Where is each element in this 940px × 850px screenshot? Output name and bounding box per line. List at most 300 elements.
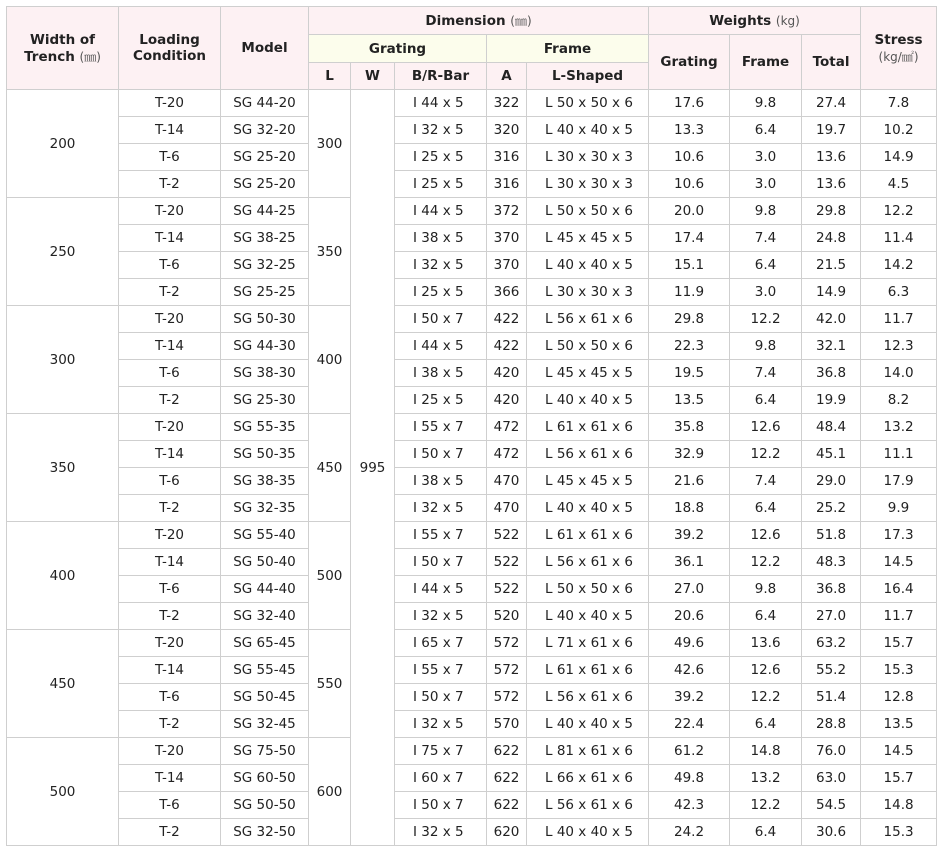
cell-frame-A: 470 [487, 468, 527, 495]
header-weight-total: Total [802, 35, 861, 90]
cell-frame-A: 572 [487, 657, 527, 684]
cell-weight-frame: 6.4 [730, 252, 802, 279]
cell-stress: 11.7 [861, 603, 937, 630]
cell-length-L: 450 [309, 414, 351, 522]
cell-model: SG 50-40 [221, 549, 309, 576]
cell-model: SG 44-40 [221, 576, 309, 603]
cell-frame-A: 422 [487, 306, 527, 333]
cell-weight-total: 36.8 [802, 360, 861, 387]
cell-br-bar: I 55 x 7 [395, 414, 487, 441]
cell-br-bar: I 75 x 7 [395, 738, 487, 765]
cell-stress: 7.8 [861, 90, 937, 117]
cell-l-shaped: L 56 x 61 x 6 [527, 441, 649, 468]
cell-loading-condition: T-2 [119, 819, 221, 846]
cell-weight-frame: 3.0 [730, 144, 802, 171]
cell-loading-condition: T-14 [119, 657, 221, 684]
cell-stress: 13.2 [861, 414, 937, 441]
cell-width-of-trench: 450 [7, 630, 119, 738]
cell-l-shaped: L 30 x 30 x 3 [527, 171, 649, 198]
cell-width-of-trench: 400 [7, 522, 119, 630]
cell-model: SG 55-45 [221, 657, 309, 684]
cell-weight-grating: 36.1 [649, 549, 730, 576]
cell-weight-grating: 39.2 [649, 522, 730, 549]
table-row [7, 333, 937, 360]
cell-weight-total: 27.0 [802, 603, 861, 630]
cell-weight-frame: 12.2 [730, 792, 802, 819]
cell-loading-condition: T-20 [119, 414, 221, 441]
cell-weight-total: 51.8 [802, 522, 861, 549]
cell-weight-frame: 6.4 [730, 819, 802, 846]
header-dimension-grating: Grating [309, 35, 487, 63]
cell-l-shaped: L 40 x 40 x 5 [527, 495, 649, 522]
cell-frame-A: 316 [487, 171, 527, 198]
cell-weight-grating: 17.4 [649, 225, 730, 252]
cell-l-shaped: L 61 x 61 x 6 [527, 657, 649, 684]
cell-br-bar: I 55 x 7 [395, 522, 487, 549]
header-dimension: Dimension (㎜) [309, 7, 649, 35]
cell-model: SG 25-20 [221, 171, 309, 198]
cell-weight-frame: 6.4 [730, 711, 802, 738]
cell-stress: 11.7 [861, 306, 937, 333]
cell-model: SG 38-35 [221, 468, 309, 495]
table-row [7, 468, 937, 495]
header-model: Model [221, 7, 309, 90]
cell-stress: 15.3 [861, 657, 937, 684]
cell-frame-A: 622 [487, 738, 527, 765]
cell-model: SG 50-45 [221, 684, 309, 711]
cell-frame-A: 320 [487, 117, 527, 144]
cell-l-shaped: L 40 x 40 x 5 [527, 252, 649, 279]
cell-weight-total: 13.6 [802, 171, 861, 198]
cell-br-bar: I 50 x 7 [395, 306, 487, 333]
spec-table-container [6, 6, 936, 846]
cell-stress: 14.5 [861, 549, 937, 576]
table-row [7, 576, 937, 603]
cell-weight-total: 32.1 [802, 333, 861, 360]
cell-loading-condition: T-2 [119, 495, 221, 522]
cell-l-shaped: L 45 x 45 x 5 [527, 360, 649, 387]
cell-stress: 10.2 [861, 117, 937, 144]
cell-model: SG 32-40 [221, 603, 309, 630]
cell-length-L: 600 [309, 738, 351, 846]
cell-model: SG 44-20 [221, 90, 309, 117]
cell-weight-total: 42.0 [802, 306, 861, 333]
cell-l-shaped: L 61 x 61 x 6 [527, 414, 649, 441]
cell-br-bar: I 38 x 5 [395, 225, 487, 252]
cell-loading-condition: T-20 [119, 630, 221, 657]
cell-weight-total: 48.4 [802, 414, 861, 441]
cell-width-W: 995 [351, 90, 395, 846]
header-br-bar: B/R-Bar [395, 63, 487, 90]
cell-model: SG 50-50 [221, 792, 309, 819]
cell-br-bar: I 65 x 7 [395, 630, 487, 657]
cell-frame-A: 470 [487, 495, 527, 522]
cell-weight-total: 19.7 [802, 117, 861, 144]
cell-frame-A: 522 [487, 522, 527, 549]
cell-l-shaped: L 56 x 61 x 6 [527, 306, 649, 333]
table-row [7, 495, 937, 522]
cell-stress: 13.5 [861, 711, 937, 738]
cell-l-shaped: L 40 x 40 x 5 [527, 711, 649, 738]
cell-stress: 12.2 [861, 198, 937, 225]
cell-weight-total: 13.6 [802, 144, 861, 171]
cell-frame-A: 370 [487, 225, 527, 252]
cell-stress: 14.5 [861, 738, 937, 765]
cell-weight-total: 28.8 [802, 711, 861, 738]
cell-stress: 9.9 [861, 495, 937, 522]
cell-weight-frame: 9.8 [730, 333, 802, 360]
cell-length-L: 500 [309, 522, 351, 630]
cell-weight-total: 55.2 [802, 657, 861, 684]
cell-br-bar: I 32 x 5 [395, 495, 487, 522]
cell-weight-grating: 11.9 [649, 279, 730, 306]
table-row [7, 90, 937, 117]
cell-frame-A: 522 [487, 576, 527, 603]
cell-length-L: 400 [309, 306, 351, 414]
header-l-shaped: L-Shaped [527, 63, 649, 90]
table-row [7, 225, 937, 252]
cell-weight-total: 29.8 [802, 198, 861, 225]
cell-stress: 12.8 [861, 684, 937, 711]
cell-width-of-trench: 350 [7, 414, 119, 522]
cell-br-bar: I 32 x 5 [395, 819, 487, 846]
cell-br-bar: I 25 x 5 [395, 387, 487, 414]
cell-weight-grating: 42.6 [649, 657, 730, 684]
table-row [7, 306, 937, 333]
cell-l-shaped: L 50 x 50 x 6 [527, 90, 649, 117]
cell-loading-condition: T-20 [119, 738, 221, 765]
cell-weight-grating: 17.6 [649, 90, 730, 117]
cell-weight-grating: 42.3 [649, 792, 730, 819]
cell-model: SG 65-45 [221, 630, 309, 657]
cell-l-shaped: L 40 x 40 x 5 [527, 117, 649, 144]
cell-loading-condition: T-6 [119, 684, 221, 711]
cell-l-shaped: L 40 x 40 x 5 [527, 603, 649, 630]
cell-frame-A: 520 [487, 603, 527, 630]
cell-weight-frame: 13.2 [730, 765, 802, 792]
cell-weight-total: 63.2 [802, 630, 861, 657]
cell-br-bar: I 32 x 5 [395, 252, 487, 279]
cell-br-bar: I 25 x 5 [395, 144, 487, 171]
table-row [7, 522, 937, 549]
table-row [7, 819, 937, 846]
cell-model: SG 50-35 [221, 441, 309, 468]
cell-stress: 11.1 [861, 441, 937, 468]
cell-width-of-trench: 500 [7, 738, 119, 846]
cell-weight-frame: 12.2 [730, 306, 802, 333]
cell-l-shaped: L 40 x 40 x 5 [527, 819, 649, 846]
cell-l-shaped: L 71 x 61 x 6 [527, 630, 649, 657]
cell-weight-grating: 22.4 [649, 711, 730, 738]
cell-weight-frame: 6.4 [730, 387, 802, 414]
cell-weight-total: 48.3 [802, 549, 861, 576]
cell-length-L: 300 [309, 90, 351, 198]
cell-loading-condition: T-14 [119, 333, 221, 360]
cell-model: SG 25-20 [221, 144, 309, 171]
cell-model: SG 44-25 [221, 198, 309, 225]
cell-br-bar: I 32 x 5 [395, 603, 487, 630]
header-L: L [309, 63, 351, 90]
cell-weight-grating: 27.0 [649, 576, 730, 603]
cell-weight-frame: 3.0 [730, 279, 802, 306]
cell-weight-grating: 10.6 [649, 171, 730, 198]
cell-model: SG 55-40 [221, 522, 309, 549]
table-row [7, 603, 937, 630]
cell-stress: 8.2 [861, 387, 937, 414]
cell-br-bar: I 38 x 5 [395, 360, 487, 387]
cell-loading-condition: T-6 [119, 360, 221, 387]
cell-model: SG 32-45 [221, 711, 309, 738]
cell-l-shaped: L 56 x 61 x 6 [527, 684, 649, 711]
cell-frame-A: 472 [487, 414, 527, 441]
table-row [7, 765, 937, 792]
cell-stress: 16.4 [861, 576, 937, 603]
cell-width-of-trench: 250 [7, 198, 119, 306]
cell-model: SG 44-30 [221, 333, 309, 360]
cell-model: SG 25-30 [221, 387, 309, 414]
cell-weight-frame: 6.4 [730, 495, 802, 522]
cell-frame-A: 420 [487, 360, 527, 387]
cell-weight-grating: 39.2 [649, 684, 730, 711]
cell-l-shaped: L 40 x 40 x 5 [527, 387, 649, 414]
cell-l-shaped: L 30 x 30 x 3 [527, 279, 649, 306]
cell-br-bar: I 44 x 5 [395, 576, 487, 603]
cell-loading-condition: T-20 [119, 90, 221, 117]
cell-br-bar: I 60 x 7 [395, 765, 487, 792]
cell-model: SG 32-35 [221, 495, 309, 522]
cell-frame-A: 372 [487, 198, 527, 225]
cell-weight-grating: 20.0 [649, 198, 730, 225]
cell-weight-total: 27.4 [802, 90, 861, 117]
cell-length-L: 350 [309, 198, 351, 306]
cell-l-shaped: L 50 x 50 x 6 [527, 198, 649, 225]
cell-loading-condition: T-6 [119, 576, 221, 603]
cell-width-of-trench: 300 [7, 306, 119, 414]
cell-weight-frame: 7.4 [730, 225, 802, 252]
cell-br-bar: I 44 x 5 [395, 333, 487, 360]
cell-loading-condition: T-2 [119, 387, 221, 414]
cell-l-shaped: L 45 x 45 x 5 [527, 468, 649, 495]
table-row [7, 738, 937, 765]
table-row [7, 684, 937, 711]
cell-weight-grating: 18.8 [649, 495, 730, 522]
table-row [7, 441, 937, 468]
cell-weight-frame: 12.2 [730, 549, 802, 576]
cell-stress: 17.3 [861, 522, 937, 549]
cell-frame-A: 370 [487, 252, 527, 279]
cell-frame-A: 422 [487, 333, 527, 360]
cell-length-L: 550 [309, 630, 351, 738]
cell-stress: 6.3 [861, 279, 937, 306]
table-row [7, 630, 937, 657]
cell-weight-total: 45.1 [802, 441, 861, 468]
cell-stress: 14.8 [861, 792, 937, 819]
cell-loading-condition: T-14 [119, 765, 221, 792]
cell-weight-frame: 7.4 [730, 360, 802, 387]
cell-stress: 4.5 [861, 171, 937, 198]
cell-weight-grating: 24.2 [649, 819, 730, 846]
cell-weight-grating: 15.1 [649, 252, 730, 279]
cell-stress: 14.0 [861, 360, 937, 387]
header-W: W [351, 63, 395, 90]
cell-frame-A: 572 [487, 630, 527, 657]
cell-weight-frame: 14.8 [730, 738, 802, 765]
cell-loading-condition: T-20 [119, 198, 221, 225]
table-row [7, 171, 937, 198]
header-weight-grating: Grating [649, 35, 730, 90]
cell-l-shaped: L 56 x 61 x 6 [527, 549, 649, 576]
table-row [7, 792, 937, 819]
cell-loading-condition: T-2 [119, 279, 221, 306]
cell-frame-A: 472 [487, 441, 527, 468]
cell-loading-condition: T-2 [119, 171, 221, 198]
cell-stress: 15.7 [861, 765, 937, 792]
cell-weight-total: 30.6 [802, 819, 861, 846]
header-weights: Weights (kg) [649, 7, 861, 35]
cell-loading-condition: T-20 [119, 306, 221, 333]
cell-model: SG 38-25 [221, 225, 309, 252]
cell-loading-condition: T-2 [119, 711, 221, 738]
cell-weight-grating: 19.5 [649, 360, 730, 387]
cell-weight-grating: 49.6 [649, 630, 730, 657]
cell-weight-grating: 49.8 [649, 765, 730, 792]
cell-model: SG 25-25 [221, 279, 309, 306]
cell-l-shaped: L 66 x 61 x 6 [527, 765, 649, 792]
cell-br-bar: I 32 x 5 [395, 711, 487, 738]
cell-weight-frame: 12.2 [730, 441, 802, 468]
table-row [7, 711, 937, 738]
cell-l-shaped: L 50 x 50 x 6 [527, 333, 649, 360]
cell-weight-frame: 6.4 [730, 117, 802, 144]
cell-stress: 14.9 [861, 144, 937, 171]
table-row [7, 387, 937, 414]
cell-stress: 14.2 [861, 252, 937, 279]
cell-weight-frame: 12.6 [730, 657, 802, 684]
table-row [7, 198, 937, 225]
table-row [7, 414, 937, 441]
cell-stress: 11.4 [861, 225, 937, 252]
cell-weight-grating: 22.3 [649, 333, 730, 360]
cell-br-bar: I 38 x 5 [395, 468, 487, 495]
table-body [7, 90, 937, 846]
table-row [7, 279, 937, 306]
cell-model: SG 32-50 [221, 819, 309, 846]
cell-l-shaped: L 45 x 45 x 5 [527, 225, 649, 252]
cell-frame-A: 620 [487, 819, 527, 846]
cell-frame-A: 316 [487, 144, 527, 171]
grating-spec-table [6, 6, 937, 846]
cell-weight-frame: 9.8 [730, 90, 802, 117]
cell-l-shaped: L 56 x 61 x 6 [527, 792, 649, 819]
cell-model: SG 32-25 [221, 252, 309, 279]
cell-loading-condition: T-6 [119, 144, 221, 171]
cell-loading-condition: T-14 [119, 441, 221, 468]
cell-weight-frame: 12.6 [730, 522, 802, 549]
cell-weight-frame: 13.6 [730, 630, 802, 657]
cell-br-bar: I 32 x 5 [395, 117, 487, 144]
table-row [7, 252, 937, 279]
cell-br-bar: I 50 x 7 [395, 441, 487, 468]
cell-br-bar: I 50 x 7 [395, 549, 487, 576]
table-row [7, 144, 937, 171]
cell-weight-total: 54.5 [802, 792, 861, 819]
cell-frame-A: 622 [487, 792, 527, 819]
cell-weight-grating: 29.8 [649, 306, 730, 333]
cell-br-bar: I 44 x 5 [395, 90, 487, 117]
cell-loading-condition: T-14 [119, 549, 221, 576]
cell-weight-total: 21.5 [802, 252, 861, 279]
cell-frame-A: 420 [487, 387, 527, 414]
cell-br-bar: I 25 x 5 [395, 171, 487, 198]
cell-br-bar: I 55 x 7 [395, 657, 487, 684]
header-A: A [487, 63, 527, 90]
cell-loading-condition: T-20 [119, 522, 221, 549]
cell-weight-frame: 9.8 [730, 576, 802, 603]
cell-stress: 17.9 [861, 468, 937, 495]
cell-loading-condition: T-14 [119, 117, 221, 144]
cell-model: SG 55-35 [221, 414, 309, 441]
cell-weight-total: 19.9 [802, 387, 861, 414]
cell-weight-grating: 61.2 [649, 738, 730, 765]
cell-width-of-trench: 200 [7, 90, 119, 198]
cell-br-bar: I 50 x 7 [395, 792, 487, 819]
cell-weight-frame: 12.6 [730, 414, 802, 441]
header-width-of-trench: Width of Trench (㎜) [7, 7, 119, 90]
cell-br-bar: I 25 x 5 [395, 279, 487, 306]
cell-weight-total: 14.9 [802, 279, 861, 306]
cell-weight-frame: 3.0 [730, 171, 802, 198]
cell-frame-A: 322 [487, 90, 527, 117]
cell-loading-condition: T-6 [119, 252, 221, 279]
cell-frame-A: 622 [487, 765, 527, 792]
cell-l-shaped: L 61 x 61 x 6 [527, 522, 649, 549]
cell-weight-total: 24.8 [802, 225, 861, 252]
cell-model: SG 32-20 [221, 117, 309, 144]
cell-stress: 15.7 [861, 630, 937, 657]
cell-l-shaped: L 50 x 50 x 6 [527, 576, 649, 603]
cell-l-shaped: L 30 x 30 x 3 [527, 144, 649, 171]
cell-model: SG 38-30 [221, 360, 309, 387]
cell-loading-condition: T-14 [119, 225, 221, 252]
table-row [7, 360, 937, 387]
cell-weight-total: 29.0 [802, 468, 861, 495]
cell-weight-grating: 13.3 [649, 117, 730, 144]
cell-weight-frame: 12.2 [730, 684, 802, 711]
cell-loading-condition: T-2 [119, 603, 221, 630]
cell-br-bar: I 44 x 5 [395, 198, 487, 225]
cell-br-bar: I 50 x 7 [395, 684, 487, 711]
cell-model: SG 50-30 [221, 306, 309, 333]
cell-weight-frame: 9.8 [730, 198, 802, 225]
table-row [7, 657, 937, 684]
cell-weight-frame: 7.4 [730, 468, 802, 495]
cell-frame-A: 522 [487, 549, 527, 576]
cell-weight-grating: 20.6 [649, 603, 730, 630]
cell-model: SG 75-50 [221, 738, 309, 765]
cell-weight-grating: 13.5 [649, 387, 730, 414]
cell-loading-condition: T-6 [119, 468, 221, 495]
cell-stress: 15.3 [861, 819, 937, 846]
cell-weight-total: 63.0 [802, 765, 861, 792]
table-row [7, 117, 937, 144]
cell-weight-grating: 32.9 [649, 441, 730, 468]
header-stress: Stress (kg/㎟) [861, 7, 937, 90]
cell-weight-grating: 35.8 [649, 414, 730, 441]
header-loading-condition: Loading Condition [119, 7, 221, 90]
cell-weight-frame: 6.4 [730, 603, 802, 630]
cell-loading-condition: T-6 [119, 792, 221, 819]
table-row [7, 549, 937, 576]
